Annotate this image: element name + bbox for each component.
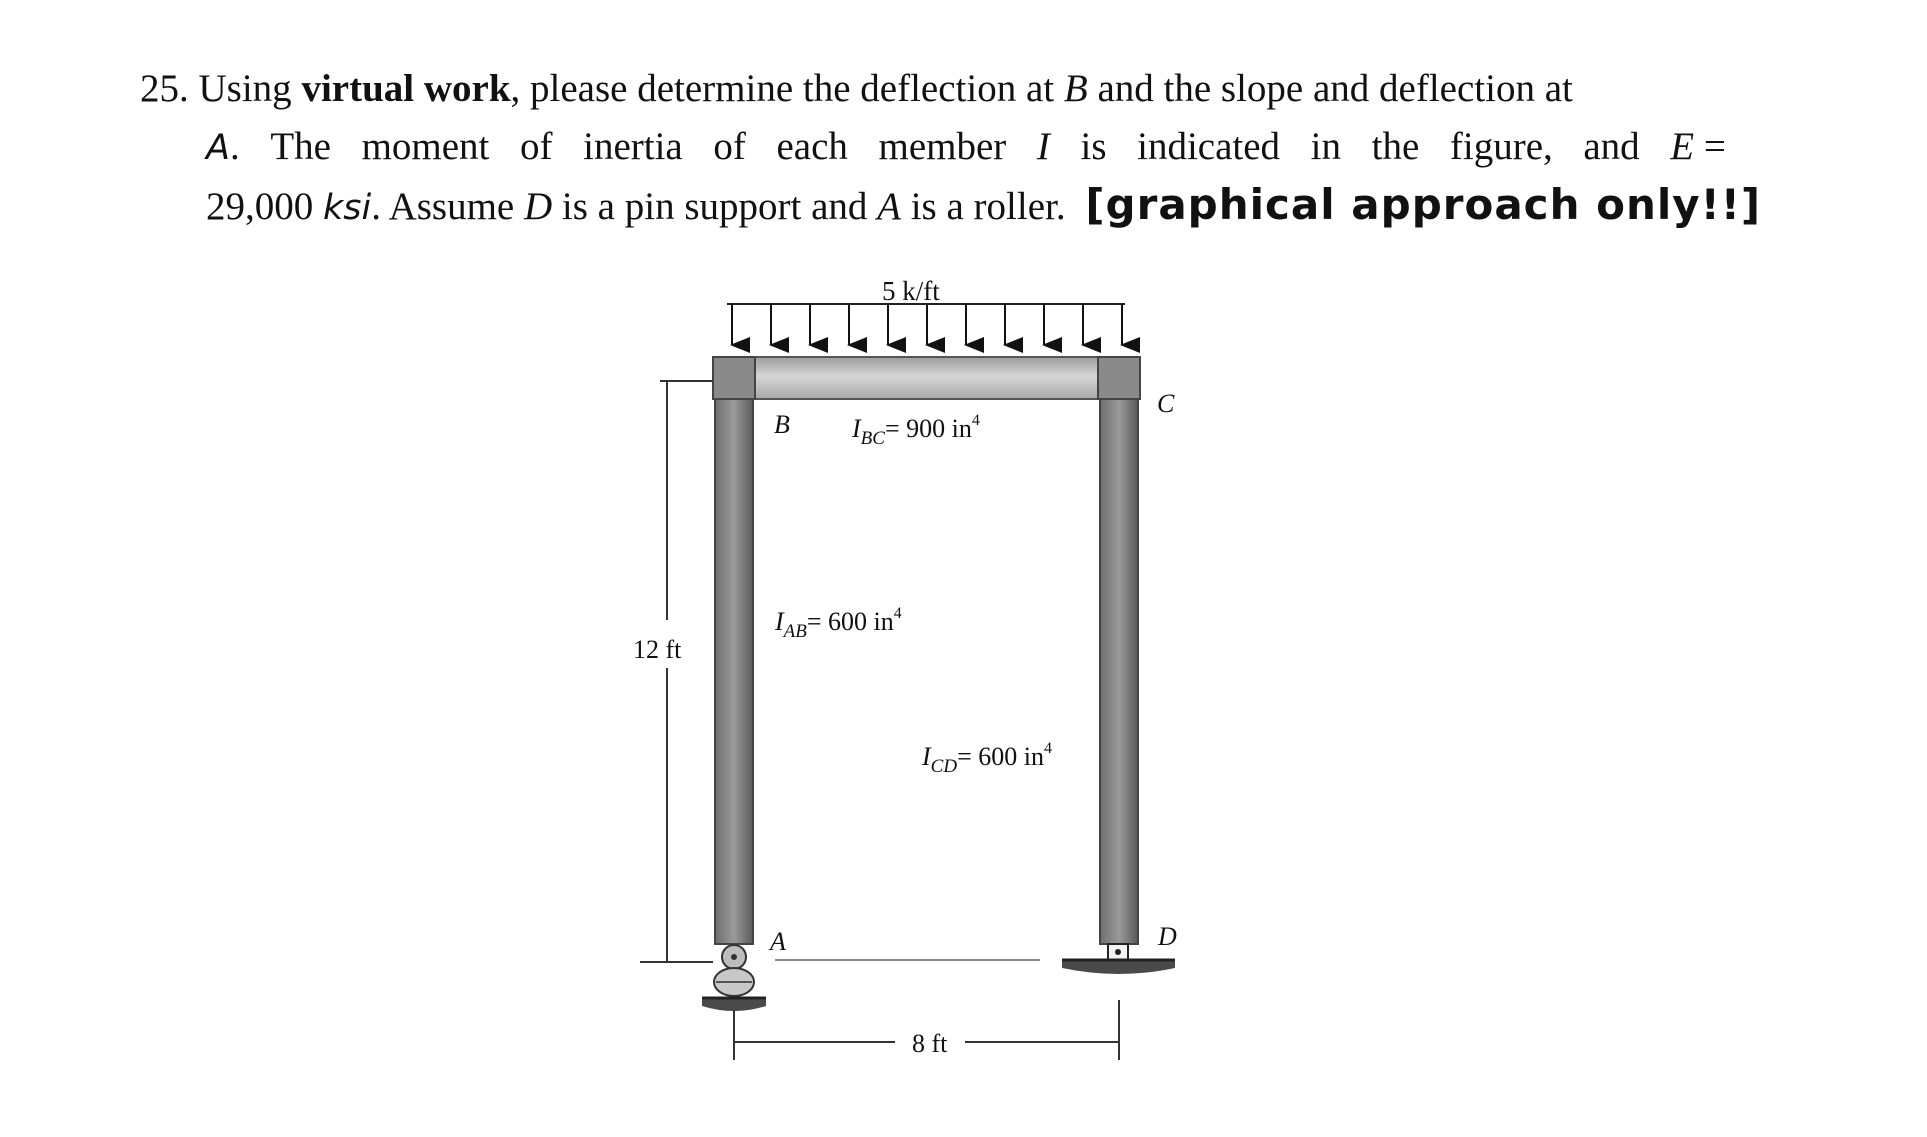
word-member: member	[878, 125, 1007, 168]
var-d: D	[524, 185, 553, 228]
var-a: A	[206, 128, 230, 168]
inertia-ab-symbol: I	[775, 607, 784, 636]
inertia-ab-exp: 4	[893, 605, 902, 622]
label-b: B	[774, 410, 790, 439]
text-7: is a roller.	[910, 185, 1066, 228]
distributed-load	[727, 276, 1125, 345]
text-6: is a pin support and	[561, 185, 868, 228]
word-each: each	[776, 125, 848, 168]
height-label: 12 ft	[633, 635, 682, 664]
word-figure: figure,	[1449, 125, 1553, 168]
inertia-bc-value: = 900 in	[884, 414, 972, 443]
inertia-bc-exp: 4	[971, 412, 980, 429]
inertia-ab-sub: AB	[783, 621, 807, 642]
text-2: and the slope and deflection at	[1097, 67, 1573, 110]
word-moment: moment	[361, 125, 490, 168]
inertia-cd-symbol: I	[922, 742, 931, 771]
text-1: , please determine the deflection at	[510, 67, 1055, 110]
roller-support-a	[702, 945, 766, 1011]
equals-sign: =	[1703, 125, 1726, 168]
label-a: A	[770, 927, 786, 956]
var-a-2: A	[877, 185, 901, 228]
column-ab	[715, 399, 753, 944]
text-using: Using	[198, 67, 292, 110]
span-label: 8 ft	[912, 1029, 948, 1058]
label-c: C	[1157, 389, 1175, 418]
inertia-cd-exp: 4	[1043, 740, 1052, 757]
inertia-cd-sub: CD	[930, 756, 958, 777]
word-is: is	[1080, 125, 1107, 168]
word-of: of	[520, 125, 553, 168]
inertia-bc-symbol: I	[852, 414, 861, 443]
height-dimension	[640, 381, 713, 962]
label-d: D	[1158, 922, 1177, 951]
word-of-2: of	[713, 125, 746, 168]
var-e: E	[1670, 125, 1695, 168]
column-cd	[1100, 399, 1138, 944]
text-5: . Assume	[371, 185, 515, 228]
load-label: 5 k/ft	[882, 276, 940, 306]
inertia-ab-value: = 600 in	[806, 607, 894, 636]
inertia-cd-value: = 600 in	[957, 742, 1044, 771]
var-i: I	[1036, 125, 1050, 168]
inertia-cd-label	[921, 740, 1052, 777]
modulus-value: 29,000	[206, 185, 314, 228]
inertia-bc-label	[851, 412, 980, 449]
word-indicated: indicated	[1137, 125, 1281, 168]
joint-c	[1098, 357, 1140, 399]
var-b: B	[1063, 67, 1088, 110]
load-arrows	[732, 304, 1122, 345]
beam-bc	[713, 357, 1140, 399]
problem-number: 25.	[140, 67, 189, 110]
text-3-a: .	[229, 125, 240, 168]
bold-virtual-work: virtual work	[301, 67, 511, 110]
word-the: The	[270, 125, 331, 168]
handwritten-note: [graphical approach only!!]	[1085, 180, 1762, 229]
inertia-bc-sub: BC	[860, 428, 885, 449]
inertia-ab-label	[774, 605, 902, 642]
unit-ksi: ksi	[323, 188, 372, 228]
word-the-2: the	[1371, 125, 1420, 168]
word-and: and	[1583, 125, 1640, 168]
joint-b	[713, 357, 755, 399]
word-in: in	[1310, 125, 1342, 168]
word-inertia: inertia	[583, 125, 683, 168]
